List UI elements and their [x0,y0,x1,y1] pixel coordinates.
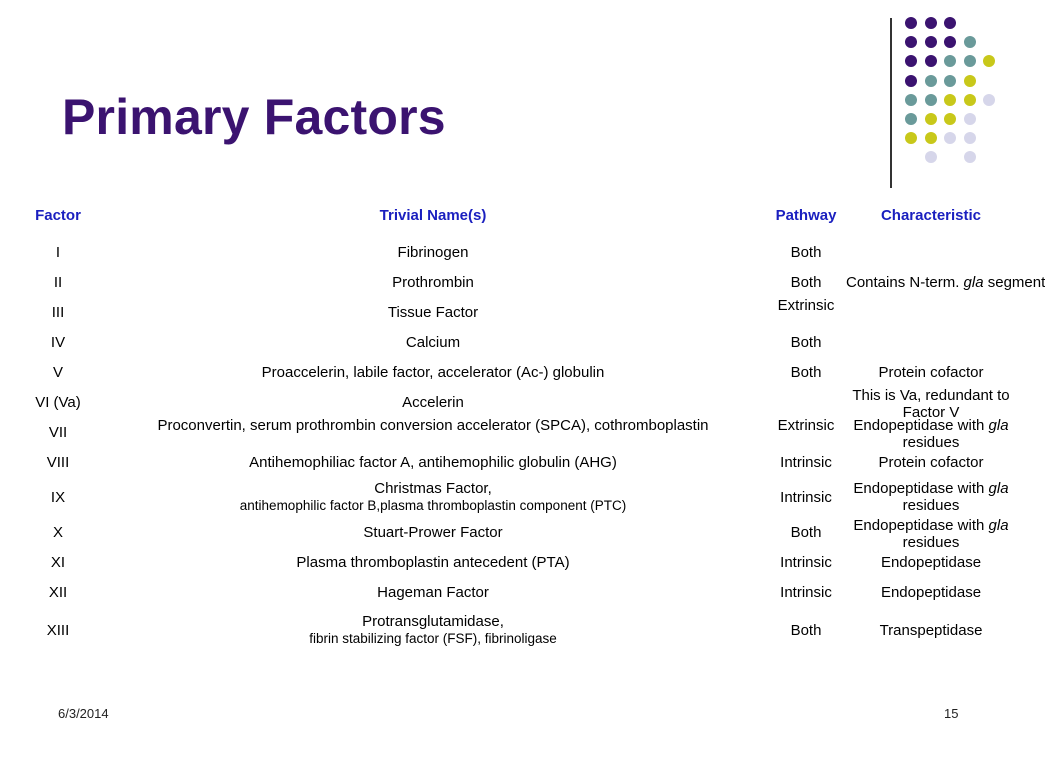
characteristic-cell: Endopeptidase [880,553,982,571]
trivial-cell: Calcium [405,333,461,351]
pathway-cell: Both [790,523,822,541]
table-row [18,517,1018,547]
decorative-dot [944,36,956,48]
trivial-cell: Hageman Factor [377,583,489,601]
table-row [18,417,1018,447]
factor-cell: VII [48,423,68,441]
pathway-cell: Intrinsic [780,553,832,571]
pathway-cell [768,387,844,417]
table-row [18,237,1018,267]
trivial-cell: Christmas Factor, antihemophilic factor B,plasma thromboplastin component (PTC) [239,480,627,513]
characteristic-cell: Endopeptidase with gla residues [853,517,1009,551]
pathway-cell: Both [790,621,822,639]
decorative-dot [925,113,937,125]
decorative-dot [925,75,937,87]
pathway-cell: Both [790,243,822,261]
characteristic-cell: Contains N-term. gla segment [846,273,1045,291]
decorative-dot [944,75,956,87]
trivial-cell: Tissue Factor [387,303,479,321]
decorative-dot [925,36,937,48]
header-trivial-names: Trivial Name(s) [379,206,487,224]
trivial-cell: Fibrinogen [397,243,469,261]
pathway-cell: Both [790,273,822,291]
table-row [18,267,1018,297]
trivial-cell: Proaccelerin, labile factor, accelerator (Ac-) globulin [261,363,605,381]
decorative-dot [964,94,976,106]
decorative-dot [983,94,995,106]
pathway-cell: Both [790,333,822,351]
trivial-cell: Antihemophiliac factor A, antihemophilic globulin (AHG) [249,453,617,471]
factor-cell: V [52,363,63,381]
table-row [18,547,1018,577]
trivial-cell: Proconvertin, serum prothrombin conversion accelerator (SPCA), cothromboplastin [157,417,709,434]
footer-date: 6/3/2014 [58,706,109,721]
factor-cell: XII [48,583,68,601]
pathway-cell: Intrinsic [780,488,832,506]
factor-cell: IX [50,488,66,506]
decorative-dot [925,55,937,67]
header-characteristic: Characteristic [880,206,982,224]
decorative-dot [964,132,976,144]
decorative-dot [964,36,976,48]
characteristic-cell [844,297,1018,327]
table-row [18,297,1018,327]
header-pathway: Pathway [775,206,837,224]
decorative-dot [944,17,956,29]
pathway-cell: Intrinsic [780,453,832,471]
decorative-dot [925,151,937,163]
table-row [18,327,1018,357]
slide-title: Primary Factors [62,89,446,145]
table-row [18,577,1018,607]
decorative-dot [983,55,995,67]
characteristic-cell [844,327,1018,357]
decorative-dot [925,17,937,29]
factor-cell: II [53,273,63,291]
factor-cell: IV [50,333,66,351]
decorative-dot [905,132,917,144]
characteristic-cell: Endopeptidase with gla residues [853,417,1009,451]
decorative-dot [964,75,976,87]
decorative-dot [944,113,956,125]
footer-page-number: 15 [944,706,959,721]
characteristic-cell [844,237,1018,267]
table-row [18,357,1018,387]
header-factor: Factor [35,206,81,224]
factor-cell: X [52,523,63,541]
decorative-dot [964,55,976,67]
factor-cell: I [55,243,61,261]
decorative-dot [905,113,917,125]
decorative-dot [944,132,956,144]
table-row [18,607,1018,653]
decorative-dot [944,94,956,106]
factor-cell: XIII [46,621,70,639]
decorative-dot [905,17,917,29]
factor-cell: III [51,303,65,321]
trivial-cell: Prothrombin [392,273,474,291]
pathway-cell: Both [790,363,822,381]
decorative-dot [944,55,956,67]
factor-cell: XI [50,553,66,571]
trivial-cell: Accelerin [402,393,464,411]
decorative-dot [905,36,917,48]
decorative-dot [905,55,917,67]
decorative-dot [905,94,917,106]
pathway-cell: Intrinsic [780,583,832,601]
trivial-cell: Protransglutamidase, fibrin stabilizing factor (FSF), fibrinoligase [309,613,557,646]
table-row [18,387,1018,417]
trivial-cell: Plasma thromboplastin antecedent (PTA) [296,553,570,571]
coagulation-factors-table [18,193,1045,653]
factor-cell: VIII [46,453,70,471]
decorative-dot-grid [905,12,1015,172]
characteristic-cell: Endopeptidase [880,583,982,601]
decorative-dot [925,132,937,144]
characteristic-cell: This is Va, redundant to Factor V [852,387,1010,421]
table-row [18,477,1018,517]
characteristic-cell: Endopeptidase with gla residues [853,480,1009,514]
decorative-dot [905,75,917,87]
trivial-cell: Stuart-Prower Factor [363,523,503,541]
characteristic-cell: Transpeptidase [879,621,983,639]
characteristic-cell: Protein cofactor [878,363,984,381]
factor-cell: VI (Va) [35,393,81,411]
decorative-dot [925,94,937,106]
characteristic-cell: Protein cofactor [878,453,984,471]
decorative-dot [964,113,976,125]
pathway-cell: Extrinsic [777,297,835,314]
table-row [18,447,1018,477]
vertical-divider [890,18,892,188]
pathway-cell: Extrinsic [777,417,835,434]
table-header-row [18,193,1018,237]
decorative-dot [964,151,976,163]
